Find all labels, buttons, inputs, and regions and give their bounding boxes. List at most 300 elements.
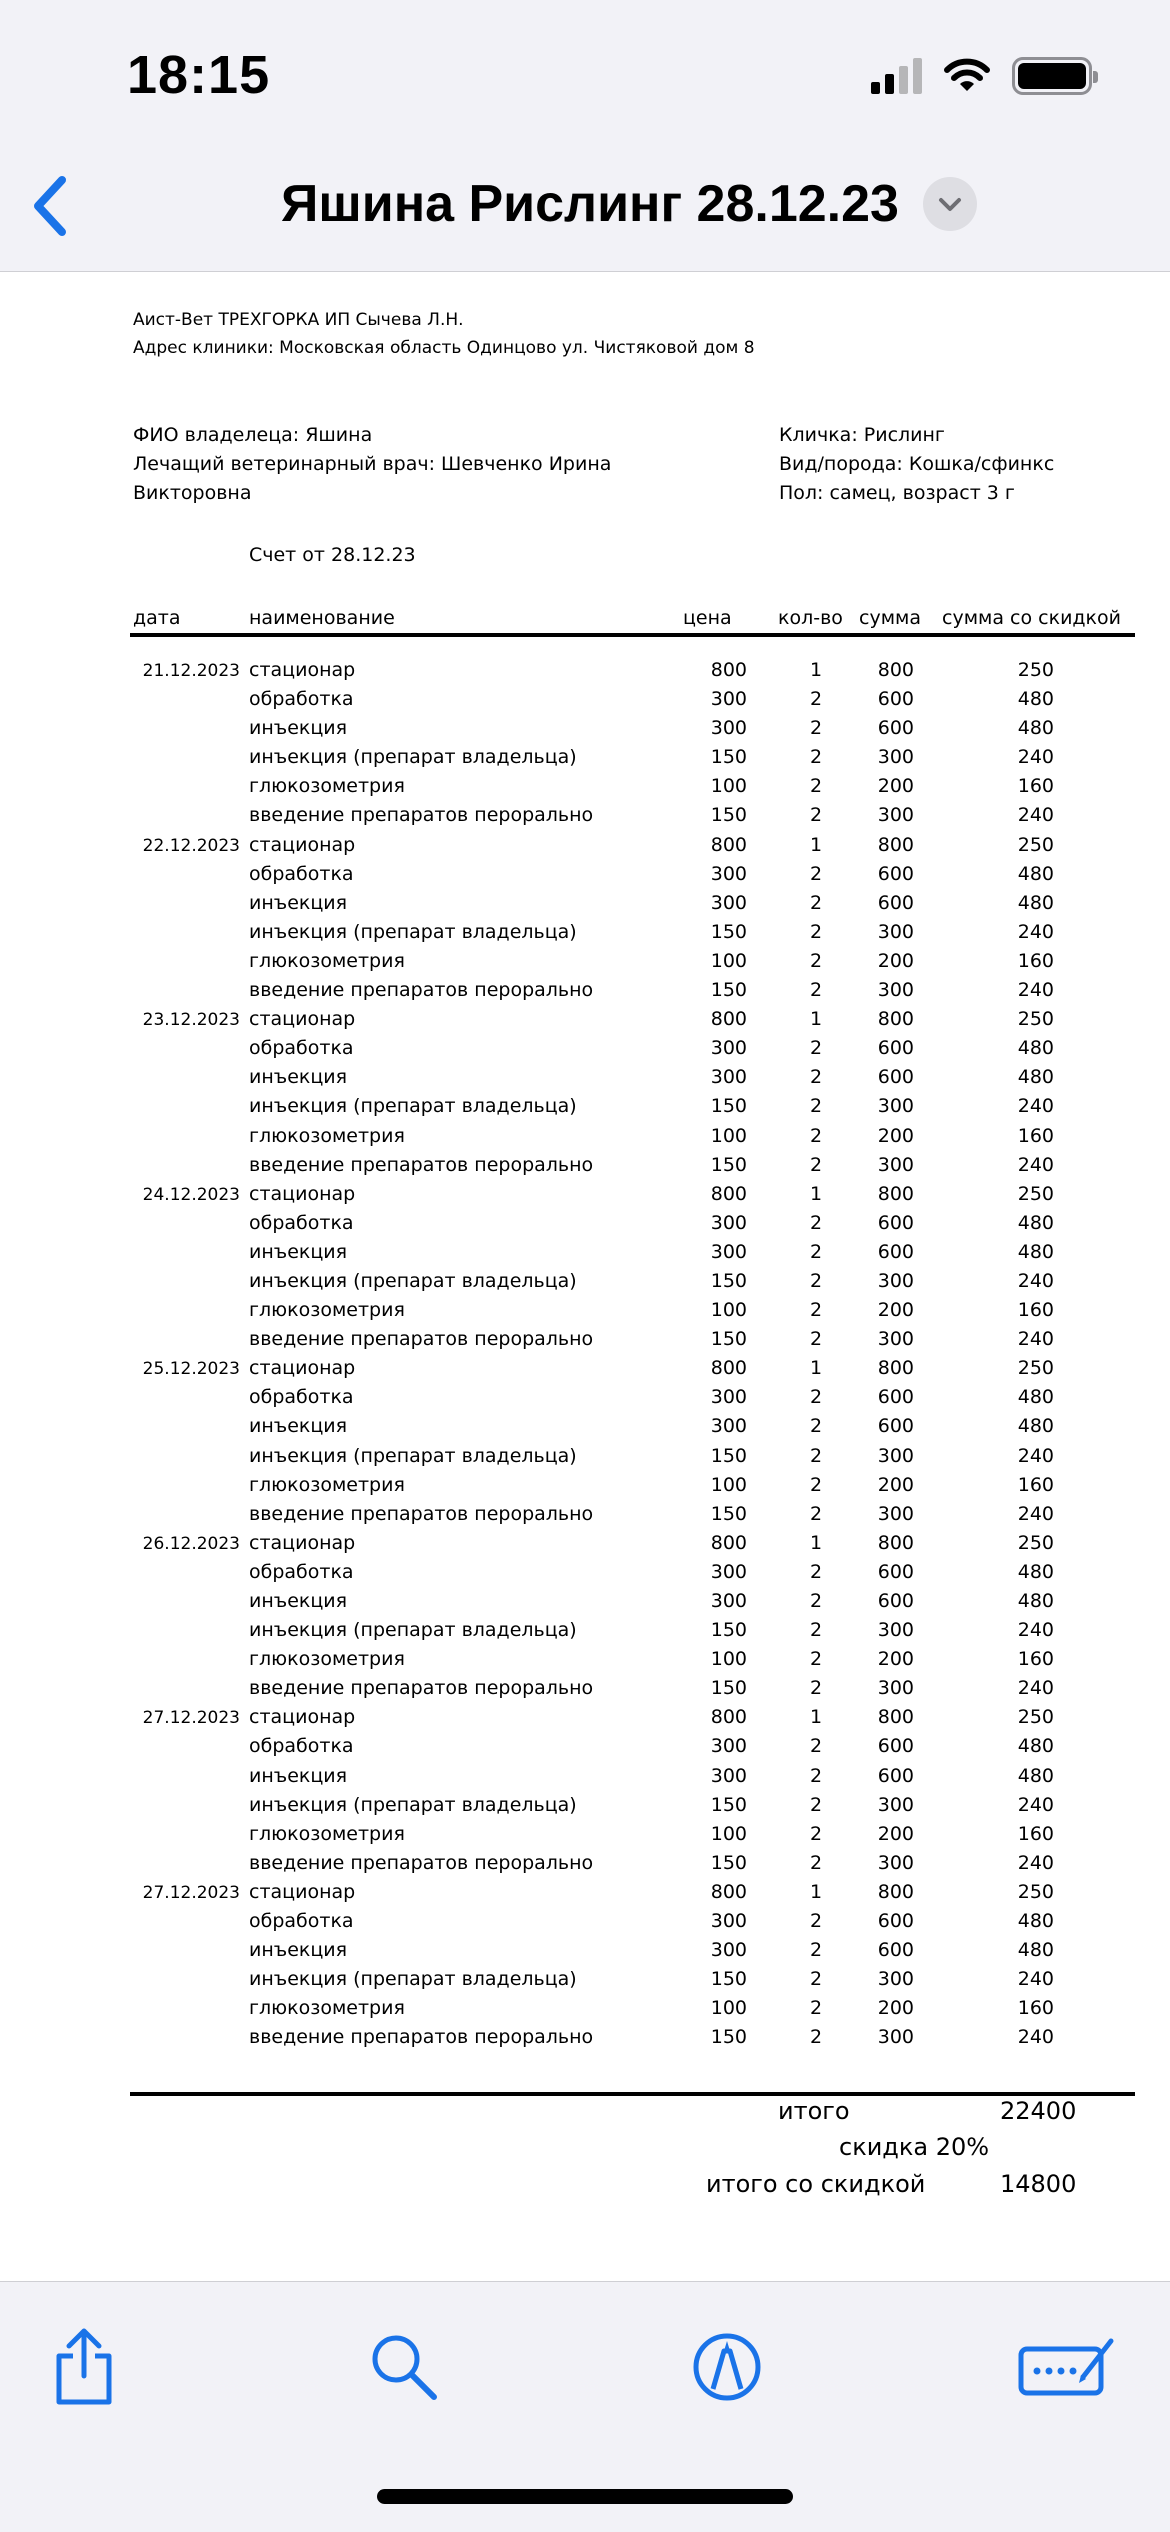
row-discounted-sum: 240	[1017, 920, 1054, 943]
row-service: глюкозометрия	[249, 775, 405, 798]
row-price: 300	[710, 1560, 747, 1583]
table-row	[0, 1037, 1170, 1066]
row-qty: 2	[809, 1473, 823, 1496]
table-row	[0, 1415, 1170, 1444]
col-date: дата	[133, 607, 181, 629]
row-sum: 300	[877, 804, 914, 827]
markup-icon	[691, 2331, 763, 2403]
row-service: инъекция (препарат владельца)	[249, 920, 577, 943]
row-service: инъекция (препарат владельца)	[249, 1444, 577, 1467]
row-price: 300	[710, 1066, 747, 1089]
row-service: обработка	[249, 1211, 354, 1234]
row-price: 150	[710, 979, 747, 1002]
row-discounted-sum: 240	[1017, 1269, 1054, 1292]
row-sum: 600	[877, 688, 914, 711]
row-sum: 800	[877, 1008, 914, 1031]
row-price: 300	[710, 1764, 747, 1787]
pet-sex-age: Пол: самец, возраст 3 г	[779, 482, 1015, 504]
row-service: стационар	[249, 1008, 356, 1031]
table-row	[0, 659, 1170, 688]
row-qty: 2	[809, 2026, 823, 2049]
row-service: стационар	[249, 659, 356, 681]
row-price: 100	[710, 775, 747, 798]
table-row	[0, 1183, 1170, 1212]
row-price: 150	[710, 1502, 747, 1525]
row-price: 800	[710, 1357, 747, 1380]
col-name: наименование	[249, 607, 395, 629]
row-qty: 1	[809, 1531, 823, 1554]
wifi-icon	[944, 58, 990, 94]
table-row	[0, 1648, 1170, 1677]
row-sum: 800	[877, 1357, 914, 1380]
row-sum: 600	[877, 1037, 914, 1060]
row-service: введение препаратов перорально	[249, 1677, 594, 1700]
row-discounted-sum: 160	[1017, 1473, 1054, 1496]
discount-label: скидка 20%	[839, 2133, 990, 2161]
row-service: обработка	[249, 1037, 354, 1060]
table-row	[0, 1706, 1170, 1735]
row-discounted-sum: 240	[1017, 1677, 1054, 1700]
row-sum: 600	[877, 1735, 914, 1758]
chevron-down-icon	[935, 189, 965, 219]
row-price: 300	[710, 1240, 747, 1263]
table-row	[0, 688, 1170, 717]
row-qty: 2	[809, 1619, 823, 1642]
row-price: 100	[710, 1648, 747, 1671]
row-price: 800	[710, 1880, 747, 1903]
row-service: инъекция (препарат владельца)	[249, 1269, 577, 1292]
row-sum: 300	[877, 1619, 914, 1642]
clinic-name: Аист-Вет ТРЕХГОРКА ИП Сычева Л.Н.	[133, 310, 464, 330]
table-row	[0, 1823, 1170, 1852]
top-bar	[0, 0, 1170, 272]
table-row	[0, 1241, 1170, 1270]
row-price: 100	[710, 1299, 747, 1322]
row-discounted-sum: 160	[1017, 1124, 1054, 1147]
row-sum: 300	[877, 1095, 914, 1118]
row-discounted-sum: 250	[1017, 1357, 1054, 1380]
row-sum: 800	[877, 1531, 914, 1554]
row-qty: 2	[809, 1648, 823, 1671]
row-sum: 300	[877, 1968, 914, 1991]
row-price: 150	[710, 1968, 747, 1991]
row-sum: 600	[877, 1939, 914, 1962]
table-row	[0, 1881, 1170, 1910]
row-sum: 200	[877, 1997, 914, 2020]
row-service: инъекция	[249, 1590, 348, 1612]
row-discounted-sum: 160	[1017, 1648, 1054, 1671]
status-time: 18:15	[127, 45, 271, 105]
row-sum: 800	[877, 833, 914, 856]
row-price: 800	[710, 833, 747, 856]
keyboard-icon	[1015, 2331, 1119, 2403]
row-sum: 600	[877, 717, 914, 740]
row-price: 300	[710, 688, 747, 711]
row-discounted-sum: 480	[1017, 1066, 1054, 1089]
discounted-total-label: итого со скидкой	[706, 2170, 926, 2198]
nav-title-bar	[0, 174, 1170, 234]
row-sum: 800	[877, 1880, 914, 1903]
table-row	[0, 1357, 1170, 1386]
row-qty: 2	[809, 1066, 823, 1089]
pet-name: Кличка: Рислинг	[779, 424, 945, 446]
row-discounted-sum: 480	[1017, 891, 1054, 914]
document-title: Яшина Рислинг 28.12.23	[281, 175, 899, 233]
row-discounted-sum: 480	[1017, 1910, 1054, 1933]
vet-name-cont: Викторовна	[133, 482, 252, 504]
table-row	[0, 1590, 1170, 1619]
row-qty: 2	[809, 1153, 823, 1176]
row-sum: 200	[877, 1822, 914, 1845]
table-row	[0, 1532, 1170, 1561]
row-sum: 300	[877, 2026, 914, 2049]
row-qty: 2	[809, 1502, 823, 1525]
row-qty: 2	[809, 1851, 823, 1874]
row-discounted-sum: 250	[1017, 1531, 1054, 1554]
total-value: 22400	[1000, 2097, 1077, 2125]
table-row	[0, 746, 1170, 775]
row-sum: 300	[877, 1153, 914, 1176]
row-price: 150	[710, 1269, 747, 1292]
row-price: 800	[710, 1008, 747, 1031]
row-service: глюкозометрия	[249, 1299, 405, 1322]
row-discounted-sum: 240	[1017, 1444, 1054, 1467]
row-discounted-sum: 160	[1017, 775, 1054, 798]
table-row	[0, 1386, 1170, 1415]
row-service: обработка	[249, 862, 354, 885]
row-discounted-sum: 240	[1017, 1619, 1054, 1642]
table-row	[0, 1619, 1170, 1648]
table-row	[0, 1677, 1170, 1706]
row-sum: 600	[877, 1764, 914, 1787]
row-qty: 2	[809, 804, 823, 827]
row-discounted-sum: 240	[1017, 1968, 1054, 1991]
row-discounted-sum: 250	[1017, 1008, 1054, 1031]
table-row	[0, 892, 1170, 921]
row-discounted-sum: 480	[1017, 1386, 1054, 1409]
row-price: 150	[710, 1677, 747, 1700]
row-discounted-sum: 240	[1017, 2026, 1054, 2049]
row-price: 300	[710, 1939, 747, 1962]
share-icon	[51, 2326, 117, 2408]
row-discounted-sum: 240	[1017, 804, 1054, 827]
row-service: стационар	[249, 1531, 356, 1554]
table-row	[0, 834, 1170, 863]
row-qty: 2	[809, 1415, 823, 1438]
table-row	[0, 1561, 1170, 1590]
row-price: 150	[710, 920, 747, 943]
row-service: обработка	[249, 1735, 354, 1758]
row-discounted-sum: 160	[1017, 1997, 1054, 2020]
row-service: глюкозометрия	[249, 949, 405, 972]
share-button[interactable]	[39, 2322, 129, 2412]
row-price: 150	[710, 1851, 747, 1874]
row-sum: 800	[877, 659, 914, 681]
row-service: обработка	[249, 1910, 354, 1933]
table-row	[0, 1997, 1170, 2026]
table-row	[0, 1968, 1170, 1997]
row-sum: 600	[877, 1560, 914, 1583]
row-sum: 600	[877, 862, 914, 885]
table-row	[0, 2026, 1170, 2055]
row-date: 24.12.2023	[142, 1184, 240, 1205]
row-sum: 200	[877, 1299, 914, 1322]
table-row	[0, 863, 1170, 892]
clinic-address: Адрес клиники: Московская область Одинцово ул. Чистяковой дом 8	[133, 338, 755, 358]
battery-icon	[1012, 57, 1092, 95]
row-discounted-sum: 480	[1017, 1240, 1054, 1263]
total-label: итого	[778, 2097, 850, 2125]
table-row	[0, 1794, 1170, 1823]
markup-button[interactable]	[682, 2322, 772, 2412]
row-qty: 2	[809, 920, 823, 943]
row-discounted-sum: 480	[1017, 688, 1054, 711]
row-sum: 600	[877, 1590, 914, 1612]
row-qty: 2	[809, 1444, 823, 1467]
row-service: введение препаратов перорально	[249, 979, 594, 1002]
search-icon	[368, 2331, 440, 2403]
row-price: 100	[710, 1124, 747, 1147]
row-date: 26.12.2023	[142, 1533, 240, 1554]
row-sum: 300	[877, 920, 914, 943]
row-discounted-sum: 250	[1017, 659, 1054, 681]
row-price: 300	[710, 1386, 747, 1409]
row-service: глюкозометрия	[249, 1997, 405, 2020]
table-row	[0, 1445, 1170, 1474]
row-service: инъекция	[249, 717, 348, 740]
row-service: введение препаратов перорально	[249, 1153, 594, 1176]
row-qty: 2	[809, 1677, 823, 1700]
row-date: 27.12.2023	[142, 1882, 240, 1903]
row-service: глюкозометрия	[249, 1473, 405, 1496]
row-price: 300	[710, 1735, 747, 1758]
header-rule	[130, 633, 1135, 637]
row-service: введение препаратов перорально	[249, 2026, 594, 2049]
row-service: инъекция (препарат владельца)	[249, 1793, 577, 1816]
row-sum: 800	[877, 1182, 914, 1205]
row-qty: 2	[809, 1735, 823, 1758]
row-service: стационар	[249, 1880, 356, 1903]
status-icons	[871, 56, 1092, 96]
table-row	[0, 1095, 1170, 1124]
form-fill-button[interactable]	[1012, 2322, 1122, 2412]
row-service: инъекция (препарат владельца)	[249, 1619, 577, 1642]
col-qty: кол-во	[778, 607, 843, 629]
row-sum: 300	[877, 1851, 914, 1874]
line-items	[0, 659, 1170, 2056]
row-discounted-sum: 240	[1017, 1793, 1054, 1816]
row-qty: 2	[809, 949, 823, 972]
table-row	[0, 1939, 1170, 1968]
row-service: глюкозометрия	[249, 1648, 405, 1671]
row-qty: 2	[809, 1939, 823, 1962]
row-service: инъекция	[249, 1240, 348, 1263]
row-discounted-sum: 240	[1017, 979, 1054, 1002]
row-sum: 300	[877, 1677, 914, 1700]
row-qty: 2	[809, 891, 823, 914]
cellular-signal-icon	[871, 58, 922, 94]
row-qty: 2	[809, 1968, 823, 1991]
row-service: инъекция (препарат владельца)	[249, 746, 577, 769]
table-row	[0, 1125, 1170, 1154]
row-service: инъекция	[249, 891, 348, 914]
row-service: обработка	[249, 688, 354, 711]
row-price: 150	[710, 1328, 747, 1351]
row-discounted-sum: 240	[1017, 1095, 1054, 1118]
table-row	[0, 1008, 1170, 1037]
vet-name: Лечащий ветеринарный врач: Шевченко Ирина	[133, 453, 612, 475]
row-service: стационар	[249, 833, 356, 856]
row-service: инъекция	[249, 1066, 348, 1089]
row-service: стационар	[249, 1182, 356, 1205]
row-discounted-sum: 160	[1017, 1299, 1054, 1322]
row-service: введение препаратов перорально	[249, 1851, 594, 1874]
row-price: 100	[710, 1473, 747, 1496]
row-price: 150	[710, 2026, 747, 2049]
row-sum: 200	[877, 1473, 914, 1496]
row-sum: 300	[877, 1328, 914, 1351]
table-row	[0, 921, 1170, 950]
row-service: обработка	[249, 1386, 354, 1409]
title-menu-button[interactable]	[923, 177, 977, 231]
table-row	[0, 1270, 1170, 1299]
row-qty: 1	[809, 1182, 823, 1205]
row-price: 800	[710, 1182, 747, 1205]
table-row	[0, 1735, 1170, 1764]
row-qty: 2	[809, 862, 823, 885]
row-service: стационар	[249, 1706, 356, 1729]
row-sum: 300	[877, 746, 914, 769]
search-button[interactable]	[359, 2322, 449, 2412]
row-price: 300	[710, 1037, 747, 1060]
col-sum: сумма	[859, 607, 922, 629]
row-price: 300	[710, 1415, 747, 1438]
row-sum: 600	[877, 1066, 914, 1089]
table-row	[0, 1328, 1170, 1357]
row-price: 300	[710, 1590, 747, 1612]
row-service: введение препаратов перорально	[249, 1328, 594, 1351]
row-discounted-sum: 250	[1017, 1182, 1054, 1205]
row-price: 150	[710, 1444, 747, 1467]
row-discounted-sum: 160	[1017, 949, 1054, 972]
row-sum: 600	[877, 891, 914, 914]
row-price: 800	[710, 1706, 747, 1729]
row-price: 800	[710, 659, 747, 681]
row-service: глюкозометрия	[249, 1822, 405, 1845]
row-discounted-sum: 480	[1017, 1590, 1054, 1612]
row-qty: 2	[809, 979, 823, 1002]
row-discounted-sum: 480	[1017, 862, 1054, 885]
row-date: 22.12.2023	[142, 835, 240, 856]
row-qty: 2	[809, 717, 823, 740]
row-price: 100	[710, 949, 747, 972]
row-date: 23.12.2023	[142, 1010, 240, 1031]
row-qty: 2	[809, 1095, 823, 1118]
row-sum: 600	[877, 1910, 914, 1933]
row-discounted-sum: 480	[1017, 1939, 1054, 1962]
row-sum: 200	[877, 1648, 914, 1671]
row-price: 150	[710, 804, 747, 827]
row-sum: 600	[877, 1211, 914, 1234]
row-price: 300	[710, 891, 747, 914]
row-date: 27.12.2023	[142, 1708, 240, 1729]
pet-species: Вид/порода: Кошка/сфинкс	[779, 453, 1055, 475]
document-page[interactable]	[0, 273, 1170, 2281]
row-service: инъекция (препарат владельца)	[249, 1095, 577, 1118]
row-price: 100	[710, 1997, 747, 2020]
row-discounted-sum: 480	[1017, 1764, 1054, 1787]
row-discounted-sum: 480	[1017, 1735, 1054, 1758]
row-qty: 2	[809, 1240, 823, 1263]
row-qty: 2	[809, 1386, 823, 1409]
row-qty: 2	[809, 1299, 823, 1322]
row-discounted-sum: 480	[1017, 1560, 1054, 1583]
row-sum: 600	[877, 1415, 914, 1438]
row-qty: 1	[809, 833, 823, 856]
row-service: стационар	[249, 1357, 356, 1380]
table-row	[0, 979, 1170, 1008]
row-qty: 2	[809, 1211, 823, 1234]
row-service: инъекция	[249, 1764, 348, 1787]
table-row	[0, 1154, 1170, 1183]
row-price: 150	[710, 1793, 747, 1816]
row-sum: 300	[877, 1793, 914, 1816]
row-qty: 2	[809, 1997, 823, 2020]
table-row	[0, 1299, 1170, 1328]
row-qty: 1	[809, 1880, 823, 1903]
col-price: цена	[683, 607, 732, 629]
row-sum: 300	[877, 1444, 914, 1467]
col-discounted: сумма со скидкой	[942, 607, 1122, 629]
row-service: обработка	[249, 1560, 354, 1583]
row-discounted-sum: 480	[1017, 1211, 1054, 1234]
row-qty: 2	[809, 1560, 823, 1583]
row-discounted-sum: 480	[1017, 717, 1054, 740]
table-row	[0, 1765, 1170, 1794]
row-sum: 200	[877, 775, 914, 798]
row-service: инъекция (препарат владельца)	[249, 1968, 577, 1991]
row-discounted-sum: 240	[1017, 1328, 1054, 1351]
totals-rule	[130, 2092, 1135, 2096]
table-row	[0, 1474, 1170, 1503]
home-indicator[interactable]	[377, 2489, 793, 2504]
row-price: 150	[710, 746, 747, 769]
table-row	[0, 950, 1170, 979]
row-discounted-sum: 480	[1017, 1037, 1054, 1060]
table-row	[0, 1910, 1170, 1939]
row-service: введение препаратов перорально	[249, 1502, 594, 1525]
row-price: 150	[710, 1095, 747, 1118]
table-row	[0, 1852, 1170, 1881]
row-service: инъекция	[249, 1415, 348, 1438]
row-qty: 2	[809, 1793, 823, 1816]
row-sum: 300	[877, 979, 914, 1002]
row-price: 150	[710, 1619, 747, 1642]
row-service: глюкозометрия	[249, 1124, 405, 1147]
row-sum: 600	[877, 1386, 914, 1409]
row-price: 100	[710, 1822, 747, 1845]
row-service: введение препаратов перорально	[249, 804, 594, 827]
row-qty: 2	[809, 1910, 823, 1933]
row-qty: 2	[809, 1269, 823, 1292]
table-row	[0, 717, 1170, 746]
row-price: 150	[710, 1153, 747, 1176]
row-service: инъекция	[249, 1939, 348, 1962]
row-sum: 200	[877, 949, 914, 972]
row-discounted-sum: 480	[1017, 1415, 1054, 1438]
invoice-title: Счет от 28.12.23	[249, 544, 416, 566]
row-qty: 2	[809, 775, 823, 798]
